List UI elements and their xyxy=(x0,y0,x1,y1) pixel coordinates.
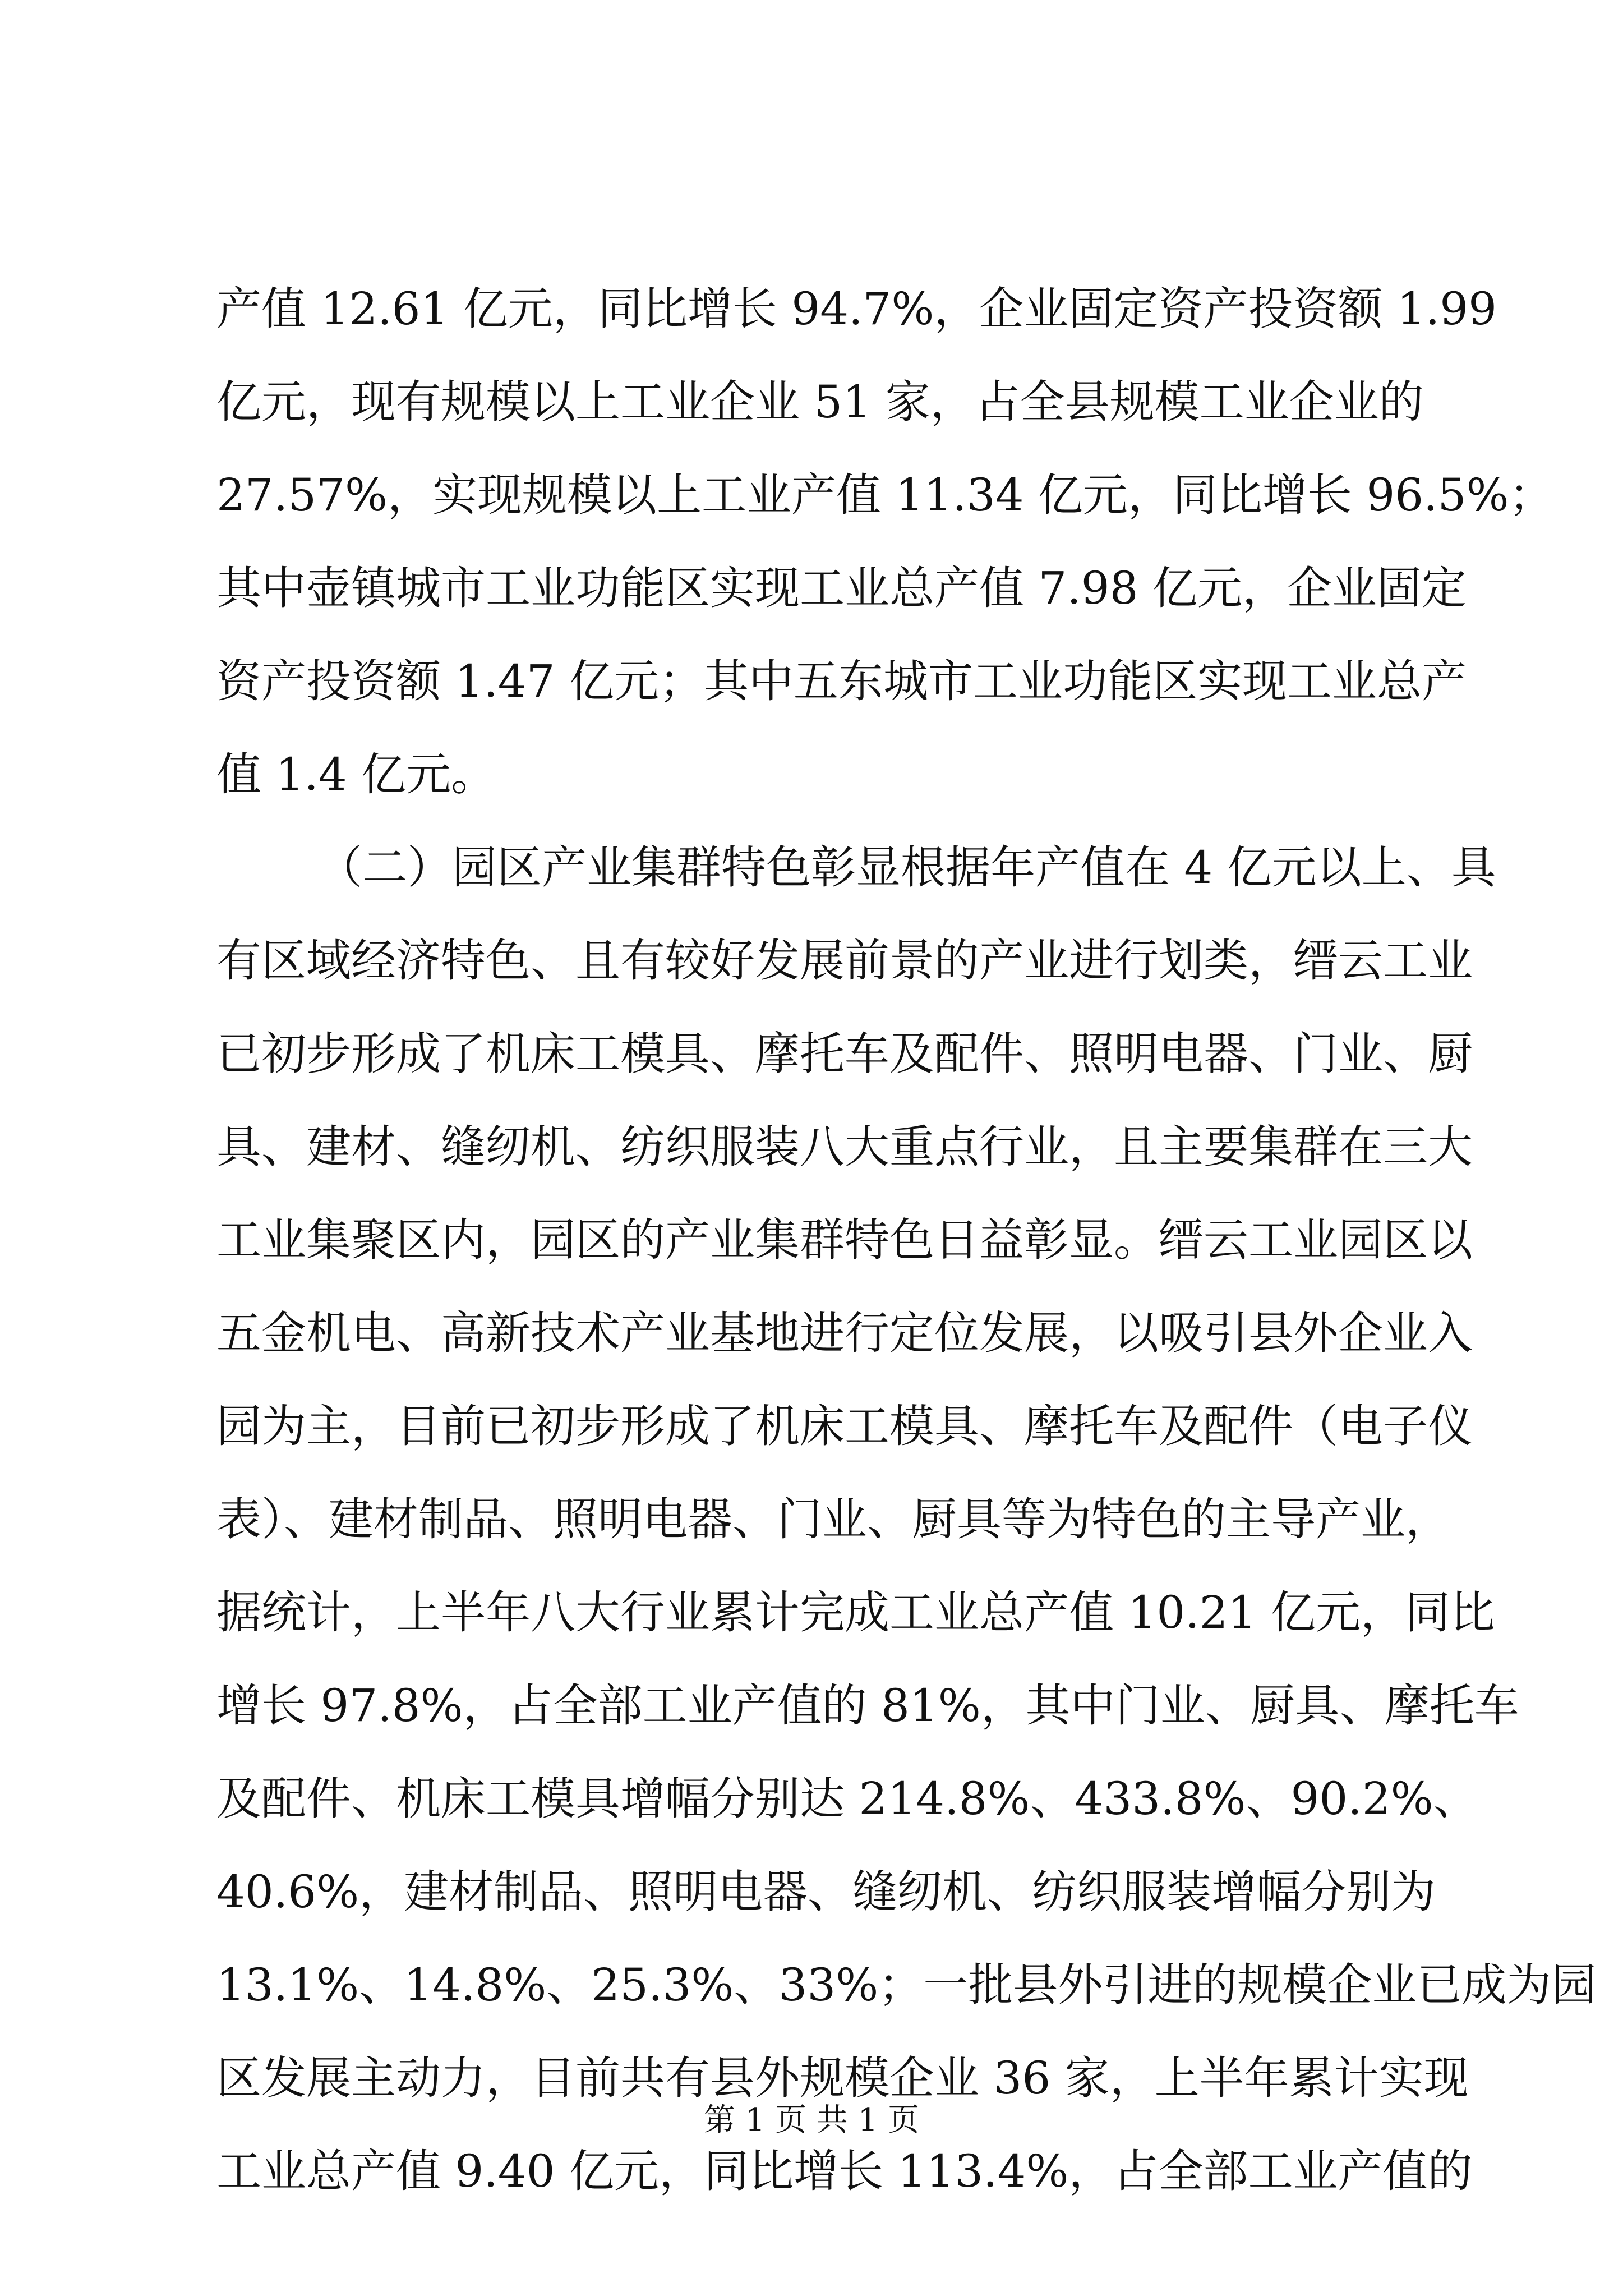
text-line: 五金机电、高新技术产业基地进行定位发展，以吸引县外企业入 xyxy=(216,1307,1473,1359)
text-line: 27.57%，实现规模以上工业产值 11.34 亿元，同比增长 96.5%； xyxy=(216,469,1554,521)
text-line: 资产投资额 1.47 亿元；其中五东城市工业功能区实现工业总产 xyxy=(216,655,1467,707)
text-line: 40.6%，建材制品、照明电器、缝纫机、纺织服装增幅分别为 xyxy=(216,1866,1436,1918)
text-line: 具、建材、缝纫机、纺织服装八大重点行业，且主要集群在三大 xyxy=(216,1121,1473,1173)
body-text xyxy=(216,263,1597,2218)
text-line: 园为主，目前已初步形成了机床工模具、摩托车及配件（电子仪 xyxy=(216,1400,1473,1452)
text-line: 13.1%、14.8%、25.3%、33%；一批县外引进的规模企业已成为园 xyxy=(216,1959,1597,2011)
page-number: 第 1 页 共 1 页 xyxy=(703,2102,920,2138)
text-line: 及配件、机床工模具增幅分别达 214.8%、433.8%、90.2%、 xyxy=(216,1773,1478,1825)
text-line: 产值 12.61 亿元，同比增长 94.7%，企业固定资产投资额 1.99 xyxy=(216,283,1497,335)
text-line: 据统计，上半年八大行业累计完成工业总产值 10.21 亿元，同比 xyxy=(216,1586,1495,1639)
text-line: 亿元，现有规模以上工业企业 51 家，占全县规模工业企业的 xyxy=(216,376,1424,428)
text-line: 值 1.4 亿元。 xyxy=(216,748,496,800)
text-line: 已初步形成了机床工模具、摩托车及配件、照明电器、门业、厨 xyxy=(216,1028,1473,1080)
text-line: 增长 97.8%，占全部工业产值的 81%，其中门业、厨具、摩托车 xyxy=(216,1680,1519,1732)
text-line: 区发展主动力，目前共有县外规模企业 36 家，上半年累计实现 xyxy=(216,2052,1469,2104)
text-line: 有区域经济特色、且有较好发展前景的产业进行划类，缙云工业 xyxy=(216,935,1473,987)
text-line: 工业总产值 9.40 亿元，同比增长 113.4%，占全部工业产值的 xyxy=(216,2145,1473,2197)
page-footer xyxy=(0,2098,1623,2143)
text-line: 其中壶镇城市工业功能区实现工业总产值 7.98 亿元，企业固定 xyxy=(216,562,1467,614)
paragraph-1 xyxy=(216,263,1554,821)
text-line: （二）园区产业集群特色彰显根据年产值在 4 亿元以上、具 xyxy=(317,841,1496,894)
text-line: 表）、建材制品、照明电器、门业、厨具等为特色的主导产业， xyxy=(216,1493,1450,1545)
text-line: 工业集聚区内，园区的产业集群特色日益彰显。缙云工业园区以 xyxy=(216,1214,1473,1266)
paragraph-2 xyxy=(216,821,1597,2218)
